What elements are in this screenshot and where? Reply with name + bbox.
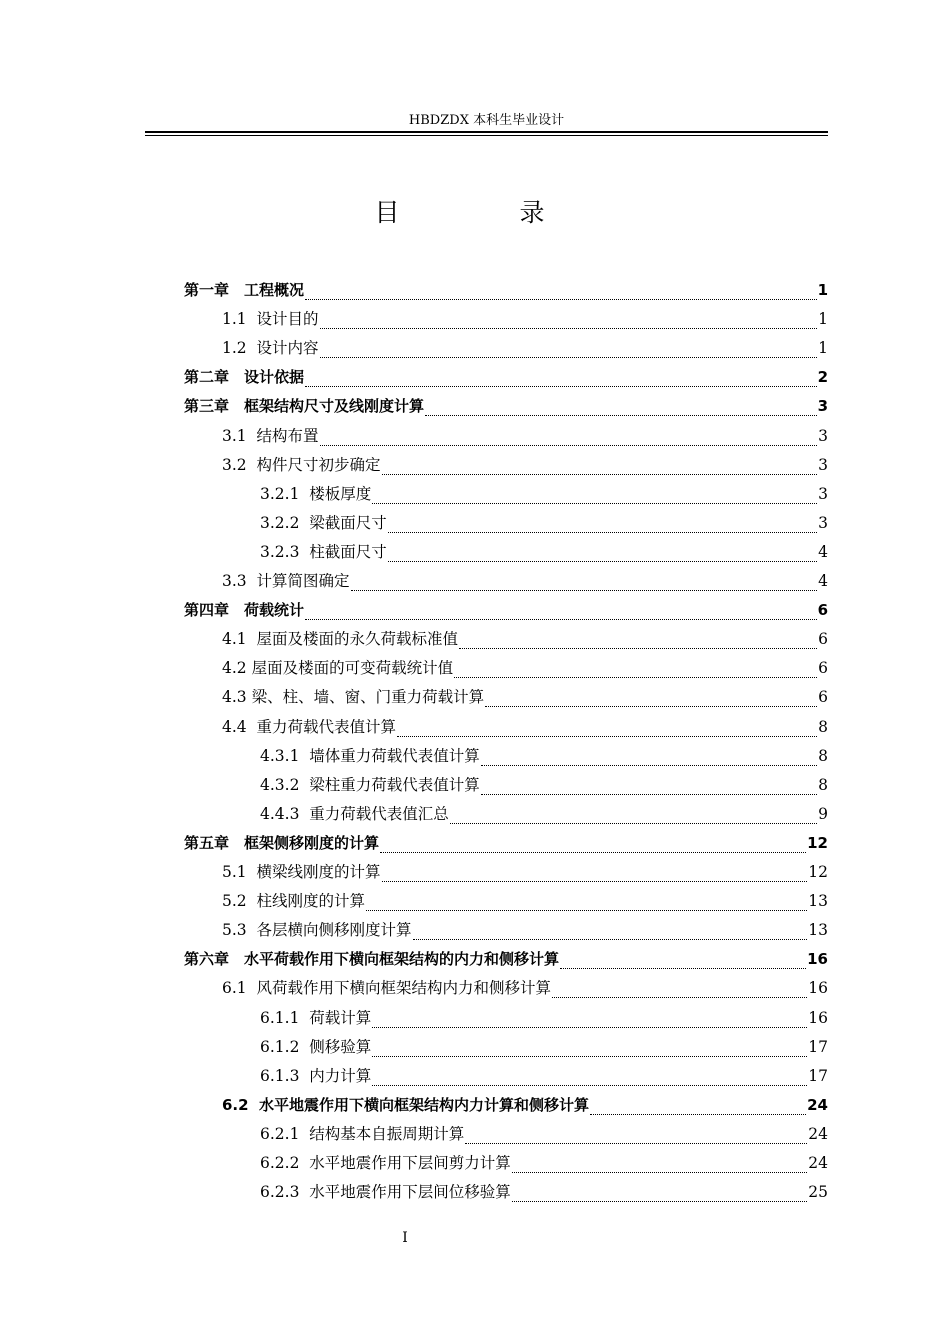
toc-entry[interactable]: [260, 509, 828, 538]
toc-entry-page: 2: [817, 368, 828, 387]
toc-entry[interactable]: [260, 1004, 828, 1033]
toc-dot-leader: [388, 561, 817, 562]
page-number: I: [402, 1230, 408, 1246]
toc-dot-leader: [305, 619, 817, 620]
toc-entry-page: 17: [808, 1066, 828, 1085]
toc-entry[interactable]: [260, 771, 828, 800]
toc-entry-label: 4.2 屋面及楼面的可变荷载统计值: [222, 659, 454, 678]
toc-entry-page: 4: [818, 542, 828, 561]
toc-dot-leader: [481, 794, 817, 795]
toc-entry-page: 3: [818, 455, 828, 474]
toc-entry[interactable]: [184, 945, 828, 974]
header-rule-thin: [145, 135, 828, 136]
toc-entry-label: 6.2.1 结构基本自振周期计算: [260, 1124, 465, 1143]
page-header: HBDZDX 本科生毕业设计: [408, 113, 565, 128]
toc-entry-page: 6: [817, 601, 828, 620]
toc-entry[interactable]: [184, 276, 828, 305]
toc-entry-page: 17: [808, 1037, 828, 1056]
toc-entry-page: 3: [818, 484, 828, 503]
toc-entry[interactable]: [260, 800, 828, 829]
toc-entry-label: 第二章 设计依据: [184, 368, 305, 387]
toc-entry-page: 4: [818, 572, 828, 590]
toc-entry-label: 4.3.1 墙体重力荷载代表值计算: [260, 746, 480, 765]
toc-entry-page: 16: [807, 950, 828, 969]
toc-entry-page: 6: [818, 630, 828, 649]
toc-dot-leader: [388, 532, 817, 533]
toc-entry-page: 3: [818, 513, 828, 532]
toc-entry-label: 5.3 各层横向侧移刚度计算: [222, 921, 412, 940]
toc-entry-label: 6.1.3 内力计算: [260, 1066, 372, 1085]
toc-dot-leader: [512, 1201, 807, 1202]
toc-entry-page: 3: [817, 397, 828, 416]
toc-entry-label: 3.2.1 楼板厚度: [260, 484, 372, 503]
header-rule-thick: [145, 131, 828, 133]
toc-entry[interactable]: [222, 858, 828, 887]
toc-entry-label: 3.1 结构布置: [222, 426, 319, 445]
toc-entry[interactable]: [222, 422, 828, 451]
toc-entry-label: 3.2.2 梁截面尺寸: [260, 513, 387, 532]
toc-dot-leader: [560, 968, 806, 969]
toc-entry[interactable]: [184, 363, 828, 392]
toc-dot-leader: [372, 503, 817, 504]
toc-dot-leader: [366, 910, 807, 911]
toc-entry[interactable]: [222, 625, 828, 654]
toc-entry-label: 3.2 构件尺寸初步确定: [222, 455, 381, 474]
toc-dot-leader: [372, 1085, 807, 1086]
toc-dot-leader: [372, 1027, 807, 1028]
toc-entry-page: 12: [807, 833, 828, 852]
toc-entry-label: 第五章 框架侧移刚度的计算: [184, 833, 380, 852]
toc-entry-page: 16: [808, 1008, 828, 1027]
toc-dot-leader: [305, 299, 817, 300]
toc-entry[interactable]: [222, 334, 828, 363]
toc-entry-label: 第三章 框架结构尺寸及线刚度计算: [184, 397, 425, 416]
toc-entry-page: 1: [818, 339, 828, 358]
toc-dot-leader: [382, 474, 818, 475]
toc-entry[interactable]: [260, 480, 828, 509]
toc-entry[interactable]: [260, 1062, 828, 1091]
toc-entry[interactable]: [222, 654, 828, 683]
toc-dot-leader: [481, 765, 817, 766]
toc-entry[interactable]: [222, 916, 828, 945]
toc-entry-page: 8: [818, 717, 828, 736]
toc-entry-page: 3: [818, 426, 828, 445]
toc-entry-page: 6: [818, 659, 828, 678]
toc-entry[interactable]: [222, 1091, 828, 1120]
toc-entry-label: 4.3.2 梁柱重力荷载代表值计算: [260, 775, 480, 794]
toc-entry[interactable]: [184, 829, 828, 858]
toc-entry-label: 6.2.3 水平地震作用下层间位移验算: [260, 1183, 511, 1202]
toc-entry-label: 6.1.1 荷载计算: [260, 1008, 372, 1027]
toc-title: 目 录: [374, 198, 601, 227]
toc-entry-page: 8: [818, 775, 828, 794]
toc-entry[interactable]: [222, 567, 828, 596]
toc-entry[interactable]: [260, 1178, 828, 1207]
toc-dot-leader: [465, 1143, 807, 1144]
toc-entry-label: 1.2 设计内容: [222, 339, 319, 358]
toc-entry[interactable]: [260, 1033, 828, 1062]
toc-dot-leader: [320, 328, 818, 329]
toc-entry-label: 第六章 水平荷载作用下横向框架结构的内力和侧移计算: [184, 950, 560, 969]
toc-dot-leader: [372, 1056, 807, 1057]
toc-dot-leader: [320, 445, 818, 446]
toc-entry-label: 第四章 荷载统计: [184, 601, 305, 620]
toc-entry-label: 第一章 工程概况: [184, 281, 305, 299]
toc-entry-label: 4.3 梁、柱、墙、窗、门重力荷载计算: [222, 688, 485, 707]
toc-dot-leader: [454, 677, 817, 678]
toc-dot-leader: [380, 852, 806, 853]
toc-entry[interactable]: [260, 1120, 828, 1149]
toc-entry-label: 4.4 重力荷载代表值计算: [222, 717, 397, 736]
toc-dot-leader: [552, 997, 807, 998]
toc-dot-leader: [590, 1114, 806, 1115]
toc-entry-page: 13: [808, 921, 828, 940]
toc-entry-page: 6: [818, 688, 828, 707]
toc-dot-leader: [351, 590, 818, 591]
toc-entry[interactable]: [222, 451, 828, 480]
toc-entry-label: 5.2 柱线刚度的计算: [222, 892, 366, 911]
toc-entry-label: 4.1 屋面及楼面的永久荷载标准值: [222, 630, 459, 649]
toc-entry-label: 6.2 水平地震作用下横向框架结构内力计算和侧移计算: [222, 1095, 590, 1114]
toc-entry-label: 3.2.3 柱截面尺寸: [260, 542, 387, 561]
toc-entry-page: 9: [818, 804, 828, 823]
toc-entry[interactable]: [184, 392, 828, 421]
toc-entry-page: 24: [808, 1124, 828, 1143]
toc-entry-page: 25: [808, 1183, 828, 1202]
toc-dot-leader: [459, 648, 817, 649]
toc-entry-label: 6.1.2 侧移验算: [260, 1037, 372, 1056]
toc-entry[interactable]: [222, 713, 828, 742]
toc-dot-leader: [425, 415, 817, 416]
toc-entry[interactable]: [222, 887, 828, 916]
toc-entry[interactable]: [260, 1149, 828, 1178]
toc-entry[interactable]: [222, 974, 828, 1003]
toc-dot-leader: [413, 939, 808, 940]
toc-entry-label: 4.4.3 重力荷载代表值汇总: [260, 804, 449, 823]
toc-dot-leader: [382, 881, 808, 882]
toc-entry-page: 24: [808, 1154, 828, 1172]
toc-dot-leader: [305, 386, 817, 387]
toc-entry[interactable]: [222, 305, 828, 334]
toc-entry[interactable]: [222, 683, 828, 712]
toc-dot-leader: [397, 736, 817, 737]
toc-entry-label: 5.1 横梁线刚度的计算: [222, 863, 381, 881]
toc-entry-page: 1: [817, 281, 828, 299]
toc-entry[interactable]: [260, 538, 828, 567]
toc-entry-page: 13: [808, 892, 828, 911]
toc-entry-page: 1: [818, 310, 828, 329]
toc-entry-page: 16: [808, 979, 828, 998]
toc-dot-leader: [512, 1172, 807, 1173]
toc-entry-page: 8: [818, 746, 828, 765]
toc-entry-label: 6.1 风荷载作用下横向框架结构内力和侧移计算: [222, 979, 552, 998]
toc-entry[interactable]: [260, 742, 828, 771]
toc-dot-leader: [450, 823, 817, 824]
toc-entry-label: 1.1 设计目的: [222, 310, 319, 329]
toc-entry-label: 3.3 计算简图确定: [222, 572, 350, 590]
toc-entry-label: 6.2.2 水平地震作用下层间剪力计算: [260, 1154, 511, 1172]
toc-entry[interactable]: [184, 596, 828, 625]
toc-dot-leader: [320, 357, 818, 358]
toc-entry-page: 12: [808, 863, 828, 881]
toc-entry-page: 24: [807, 1095, 828, 1114]
toc-dot-leader: [485, 706, 817, 707]
